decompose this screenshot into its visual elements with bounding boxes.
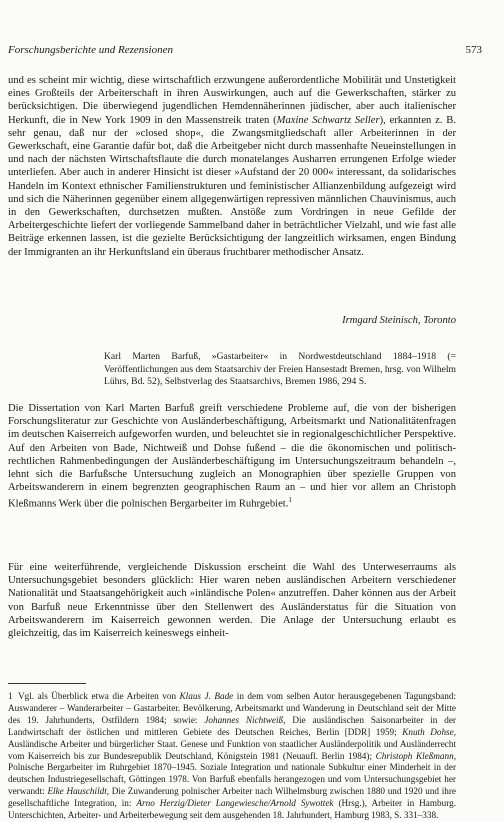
footnote-text: , Die ausländischen Saisonarbeiter in der Landwirtschaft der östlichen und mittleren Gebiete des Deutschen Reiches, Berlin [DDR] 1959; — [8, 714, 456, 737]
footnote-text: , Polnische Bergarbeiter im Ruhrgebiet 1870–1945. Soziale Integration und nationale Subkultur einer Minderheit in der deutschen Industriegesellschaft, Göttingen 1978. Von Barfuß ebenfalls herangezogen und vom Untersuchungsgebiet her verwandt: — [8, 750, 457, 797]
paragraph-text: Die Dissertation von Karl Marten Barfuß greift verschiedene Probleme auf, die von der bisherigen Forschungsliteratur zur Geschichte von Ausländerbeschäftigung, Arbeitsmarkt und Nationalitätenfragen im deutschen Kaiserreich aufgeworfen wurden, und beleuchtet sie in regionalgeschichtlicher Perspektive. Auf den Arbeiten von Bade, Nichtweiß und Dohse fußend – die die ökonomischen und politisch-rechtlichen Rahmenbedingungen der Ausländerbeschäftigung im Untersuchungszeitraum behandeln –, lehnt sich die Barfußsche Untersuchung zugleich an Monographien über spezielle Gruppen von Arbeitswanderern in einem begrenzten geographischen Raum an – und hier vor allem an Christoph Kleßmanns Werk über die polnischen Bergarbeiter im Ruhrgebiet. — [8, 403, 456, 510]
author-name: Knuth Dohse — [402, 726, 454, 737]
footnote — [8, 691, 456, 822]
footnote-text: , Die Zuwanderung polnischer Arbeiter nach Wilhelmsburg zwischen 1880 und 1920 und ihre gesellschaftliche Integration, in: — [8, 786, 456, 809]
book-citation: Karl Marten Barfuß, »Gastarbeiter« in Nordwestdeutschland 1884–1918 (= Veröffentlichungen aus dem Staatsarchiv der Freien Hansestadt Bremen, hrsg. von Wilhelm Lührs, Bd. 52), Selbstverlag des Staatsarchivs, Bremen 1986, 294 S. — [104, 351, 457, 388]
footnote-text: (Hrsg.), Arbeiter in Hamburg. Unterschichten, Arbeiter- und Arbeiterbewegung seit dem ausgehenden 18. Jahrhundert, Hamburg 1983, S. 331–338. — [8, 798, 456, 821]
author-name: Elke Hauschildt — [47, 786, 107, 797]
reviewer-signature: Irmgard Steinisch, Toronto — [342, 315, 456, 326]
author-name: Christoph Kleßmann — [375, 750, 454, 761]
author-name: Maxine Schwartz Seller — [276, 114, 380, 126]
paragraph-text: Für eine weiterführende, vergleichende Diskussion erscheint die Wahl des Unterweserraums als Untersuchungsgebiet besonders glücklich: Hier waren neben ausländischen Arbeitern verschiedener Nationalität und Staatsangehörigkeit auch »inländische Polen« anzutreffen. Daher können aus der Arbeit von Barfuß neue Erkenntnisse über den Stellenwert des Ausländerstatus für die Situation von Arbeitswanderern im Kaiserreich gewonnen werden. Die Anlage der Untersuchung erlaubt es gleichzeitig, das im Kaiserreich keineswegs einheit- — [8, 562, 456, 640]
review-1-paragraph — [8, 74, 456, 259]
paragraph-text: und es scheint mir wichtig, diese wirtschaftlich erzwungene außerordentliche Mobilität und Unstetigkeit eines Großteils der Arbeiterschaft in ihren Auswirkungen, auch auf die Gewerkschaften, stärker zu berücksichtigen. Die überwiegend jugendlichen Hemdennäherinnen jüdischer, aber auch italienischer Herkunft, die in New York 1909 in den Massenstreik traten ( — [8, 75, 456, 126]
author-name: Johannes Nichtweiß — [204, 714, 284, 725]
footnote-text: , Ausländische Arbeiter und bürgerlicher Staat. Genese und Funktion von staatlicher Ausländerpolitik und Ausländerrecht vom Kaiserreich bis zur Bundesrepublik Deutschland, Königstein 1981 (Neuaufl. Berlin 1984); — [8, 726, 457, 761]
review-2-paragraph-2 — [8, 561, 456, 640]
paragraph-text: ), erkannten z. B. sehr genau, daß nur der »closed shop«, die Zwangsmitgliedschaft aller Arbeiterinnen in der Gewerkschaft, eine Garantie dafür bot, daß die Arbeitgeber nicht durch massenhafte Neueinstellungen in und nach der nächsten Wirtschaftsflaute die durch monatelanges Ausharren errungenen Erfolge wieder unterliefen. Aber auch in anderer Hinsicht ist dieser »Aufstand der 20 000« interessant, da solidarisches Handeln im Kontext ethnischer Familienstrukturen und feministischer Allianzenbildung aufgezeigt wird und sich die Näherinnen gegenüber einem allgegenwärtigen repressiven männlichen Chauvinismus, auch in den Gewerkschaften, durchsetzen mußten. Anstöße zum Vordringen in neue Gefilde der Arbeitergeschichte liefert der vorliegende Sammelband daher in beträchtlicher Vielzahl, und wie fast alle Beiträge erkennen lassen, ist die gezielte Berücksichtigung der langzeitlich wirksamen, engen Bindung der Immigranten an ihr Herkunftsland ein überaus fruchtbarer methodischer Ansatz. — [8, 114, 456, 258]
footnote-text: in dem vom selben Autor herausgegebenen Tagungsband: Auswanderer – Wanderarbeiter – Gastarbeiter. Bevölkerung, Arbeitsmarkt und Wanderung in Deutschland seit der Mitte des 19. Jahrhunderts, Ostfildern 1984; sowie: — [8, 691, 456, 725]
review-2-paragraph-1 — [8, 402, 456, 511]
footnote-text: Vgl. als Überblick etwa die Arbeiten von — [18, 691, 180, 701]
footnote-divider — [8, 683, 86, 684]
running-title: Forschungsberichte und Rezensionen — [8, 44, 173, 56]
footnote-number: 1 — [8, 691, 13, 701]
author-name: Klaus J. Bade — [179, 691, 234, 701]
page-number: 573 — [465, 44, 482, 56]
footnote-reference[interactable]: 1 — [288, 496, 292, 505]
page-header — [8, 44, 482, 56]
author-name: Arno Herzig/Dieter Langewiesche/Arnold Sywottek — [136, 798, 334, 809]
